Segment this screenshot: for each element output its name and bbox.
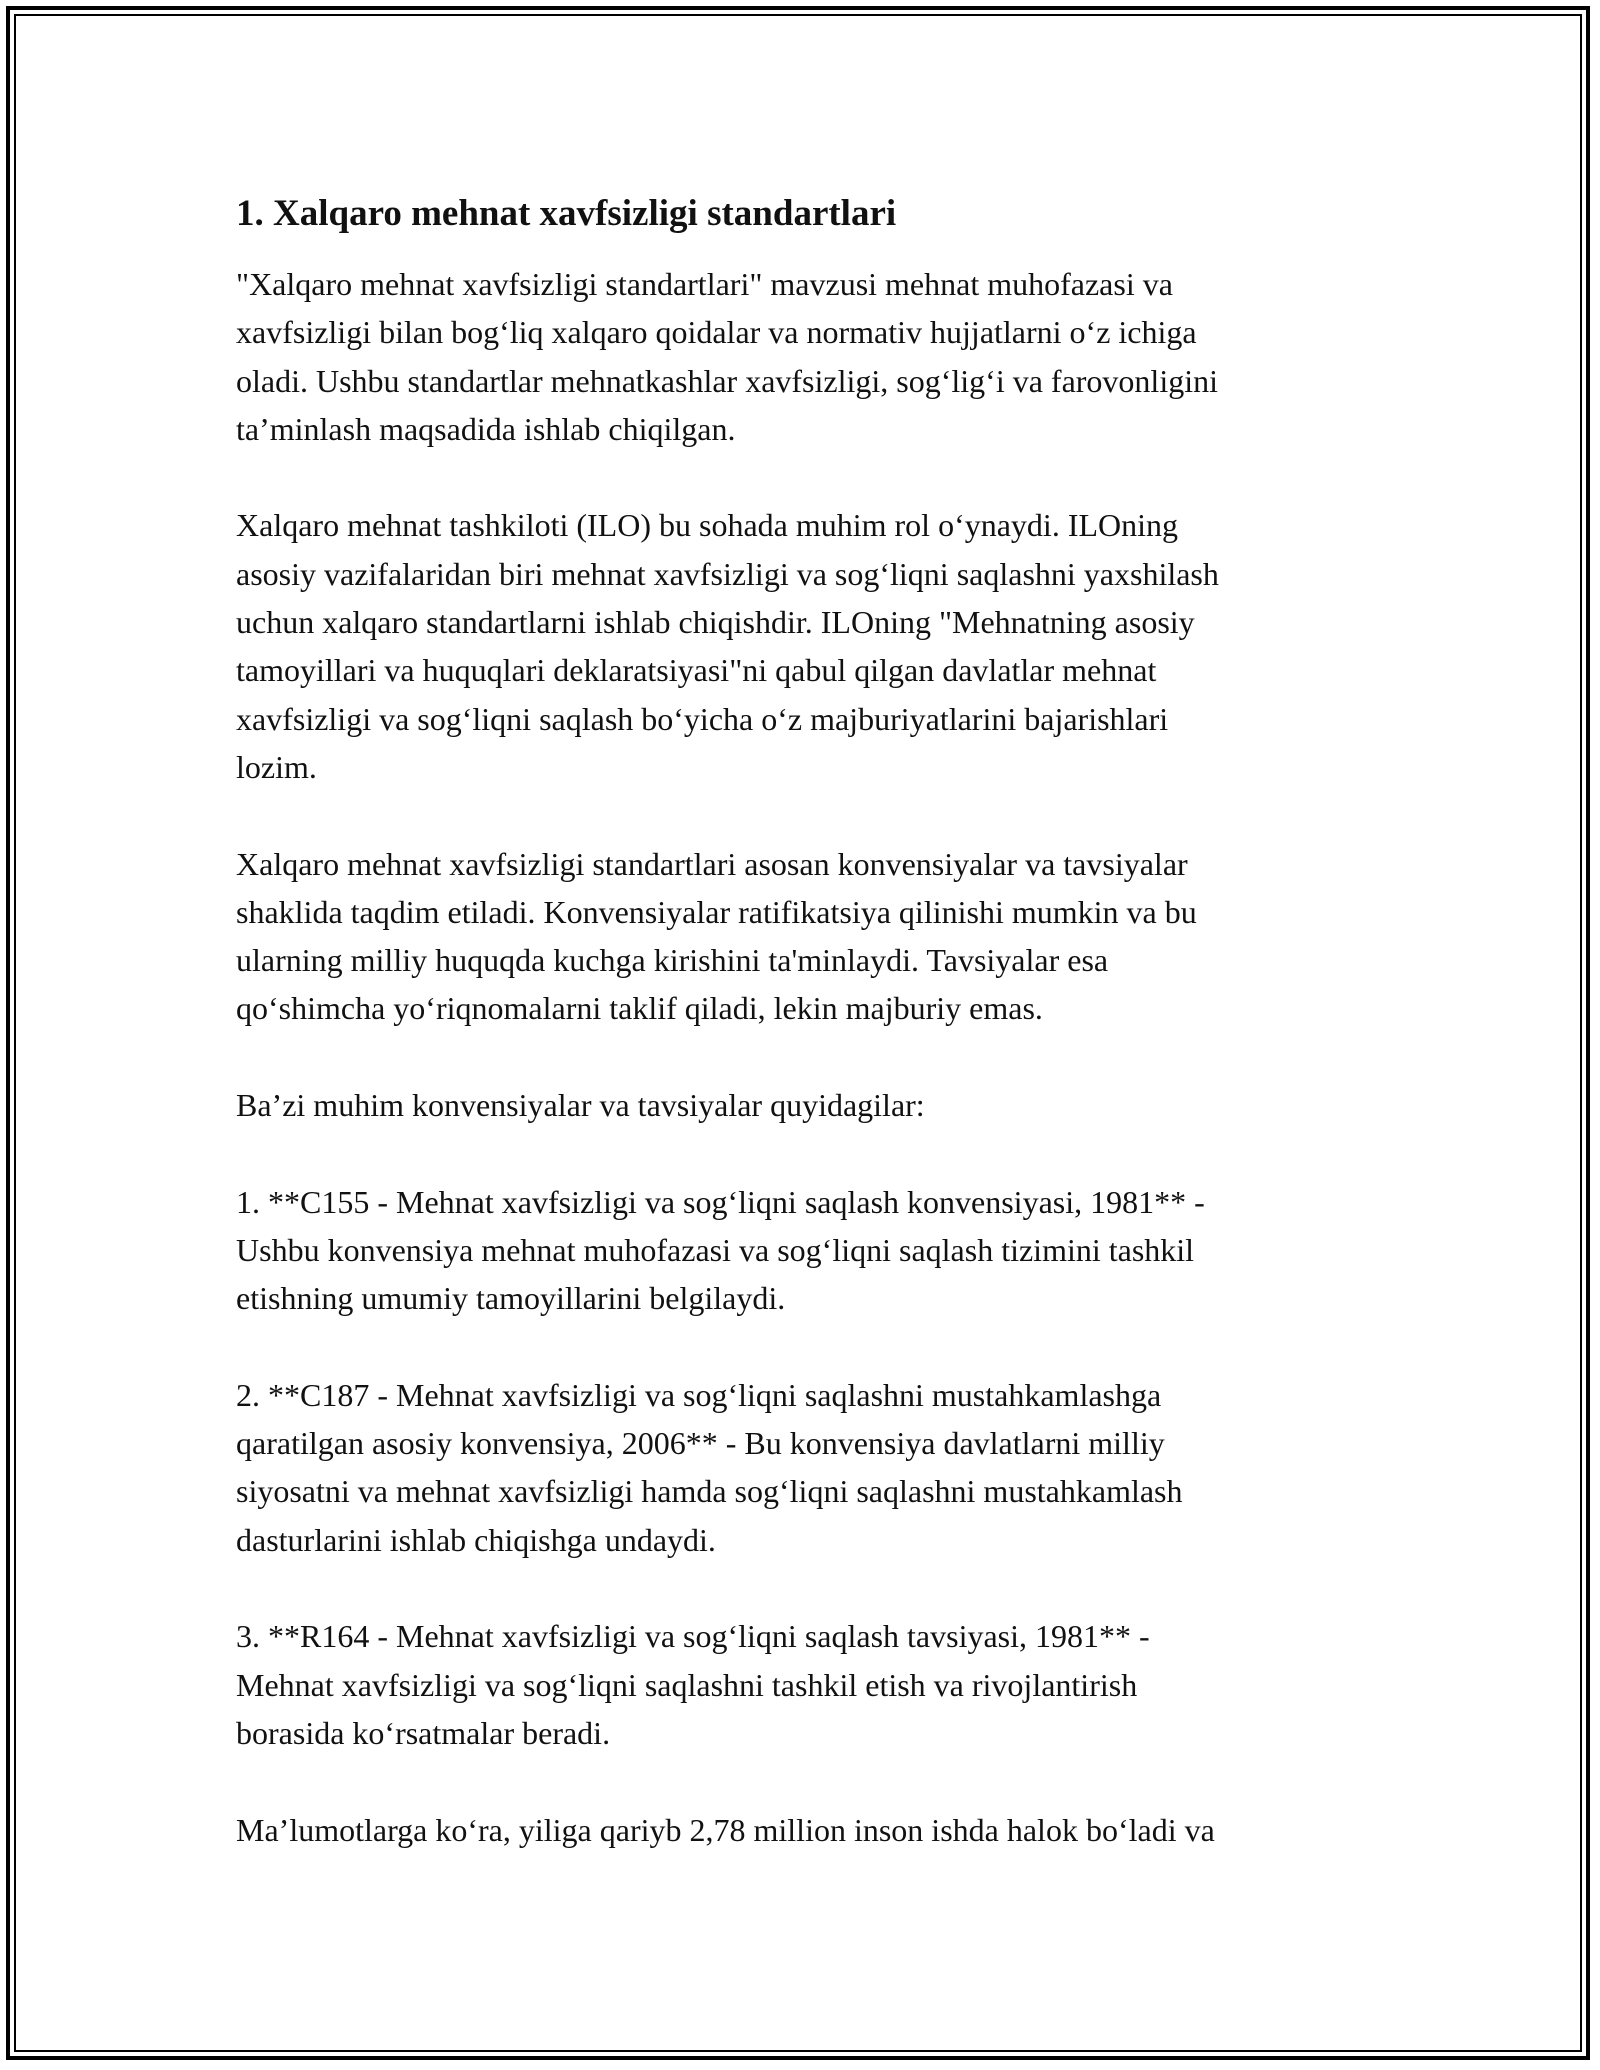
paragraph-list-intro: Ba’zi muhim konvensiyalar va tavsiyalar quyidagilar: [236, 1087, 925, 1124]
paragraph-ilo-role: Xalqaro mehnat tashkiloti (ILO) bu sohada muhim rol o‘ynaydi. ILOning asosiy vazifalaridan biri mehnat xavfsizligi va sog‘liqni saqlashni yaxshilash uchun xalqaro standartlarni ishlab chiqishdir. ILOning "Mehnatning asosiy tamoyillari va huquqlari deklaratsiyasi"ni qabul qilgan davlatlar mehnat xavfsizligi va sog‘liqni saqlash bo‘yicha o‘z majburiyatlarini bajarishlari lozim. [236, 507, 1219, 785]
paragraph-conventions-recommendations: Xalqaro mehnat xavfsizligi standartlari asosan konvensiyalar va tavsiyalar shaklida taqdim etiladi. Konvensiyalar ratifikatsiya qilinishi mumkin va bu ularning milliy huquqda kuchga kirishini ta'minlaydi. Tavsiyalar esa qo‘shimcha yo‘riqnomalarni taklif qiladi, lekin majburiy emas. [236, 845, 1197, 1027]
document-body [236, 190, 1386, 1902]
paragraph-intro: "Xalqaro mehnat xavfsizligi standartlari" mavzusi mehnat muhofazasi va xavfsizligi bilan bog‘liq xalqaro qoidalar va normativ hujjatlarni o‘z ichiga oladi. Ushbu standartlar mehnatkashlar xavfsizligi, sog‘lig‘i va farovonligini ta’minlash maqsadida ishlab chiqilgan. [236, 266, 1218, 447]
paragraph-statistics: Ma’lumotlarga ko‘ra, yiliga qariyb 2,78 million inson ishda halok bo‘ladi va [236, 1811, 1215, 1848]
section-heading: 1. Xalqaro mehnat xavfsizligi standartlari [236, 193, 897, 234]
list-item-c187: 2. **C187 - Mehnat xavfsizligi va sog‘liqni saqlashni mustahkamlashga qaratilgan asosiy konvensiya, 2006** - Bu konvensiya davlatlarni milliy siyosatni va mehnat xavfsizligi hamda sog‘liqni saqlashni mustahkamlash dasturlarini ishlab chiqishga undaydi. [236, 1376, 1183, 1558]
list-item-r164: 3. **R164 - Mehnat xavfsizligi va sog‘liqni saqlash tavsiyasi, 1981** - Mehnat xavfsizligi va sog‘liqni saqlashni tashkil etish va rivojlantirish borasida ko‘rsatmalar beradi. [236, 1618, 1150, 1751]
list-item-c155: 1. **C155 - Mehnat xavfsizligi va sog‘liqni saqlash konvensiyasi, 1981** - Ushbu konvensiya mehnat muhofazasi va sog‘liqni saqlash tizimini tashkil etishning umumiy tamoyillarini belgilaydi. [236, 1183, 1205, 1317]
